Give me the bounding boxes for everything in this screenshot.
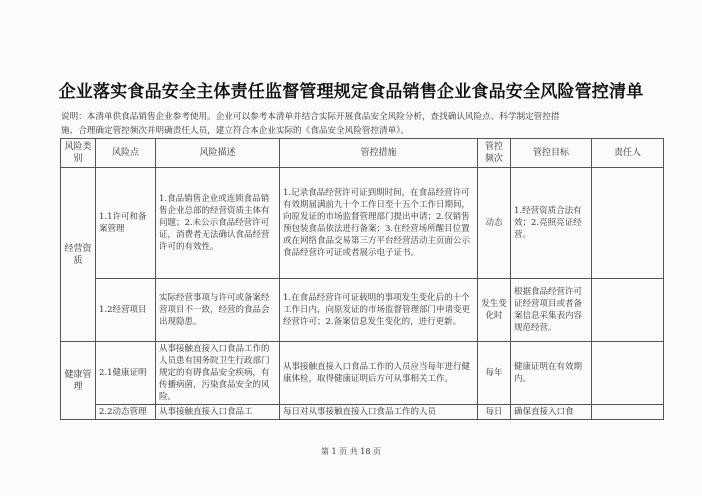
frequency-cell: 动态 (478, 168, 511, 279)
description-cell: 实际经营事项与许可或备案经营项目不一致，经营的食品会出现隐患。 (156, 279, 280, 342)
frequency-cell: 发生变化时 (478, 279, 511, 342)
table-row (61, 405, 664, 420)
description-line: 施、合理确定管控频次并明确责任人员，建立符合本企业实际的《食品安全风险管控清单》。 (61, 126, 410, 136)
point-cell: 1.2经营项目 (96, 279, 156, 342)
description-cell: 从事接触直接入口食品工作的人员患有国务院卫生行政部门规定的有碍食品安全疾病，有传播病菌，污染食品安全的风险。 (156, 342, 280, 405)
table-row (61, 342, 664, 405)
table-row (61, 168, 664, 279)
page-footer: 第 1 页 共 18 页 (321, 447, 381, 456)
measures-cell: 从事接触直接入口食品工作的人员应当每年进行健康体检，取得健康证明后方可从事相关工作。 (280, 342, 478, 405)
description (61, 110, 661, 138)
page-title: 企业落实食品安全主体责任监督管理规定食品销售企业食品安全风险管控清单 (58, 82, 644, 102)
measures-text: 每日对从事接触直接入口食品工作的人员 (283, 407, 437, 417)
header-goal: 管控目标 (511, 139, 592, 168)
point-cell: 1.1许可和备案管理 (96, 168, 156, 279)
measures-cell (280, 405, 478, 420)
goal-text: 确保直接入口食 (514, 407, 574, 417)
point-text: 2.2动态管理 (99, 407, 147, 417)
table-header-row (61, 139, 664, 168)
goal-cell: 健康证明在有效期内。 (511, 342, 592, 405)
measures-cell: 1.记录食品经营许可证到期时间，在食品经营许可有效期届满前九十个工作日至十五个工作日期间，向原发证的市场监督管理部门提出申请；2.仅销售预包装食品依法进行备案；3.在经营场所醒目位置或在网络食品交易第三方平台经营活动主页面公示食品经营许可证或者展示电子证书。 (280, 168, 478, 279)
point-cell (96, 405, 156, 420)
person-cell (592, 279, 664, 342)
goal-cell: 根据食品经营许可证经营项目或者备案信息采集表内容规范经营。 (511, 279, 592, 342)
header-description: 风险描述 (156, 139, 280, 168)
goal-cell: 1.经营资质合法有效；2.亮照亮证经营。 (511, 168, 592, 279)
person-cell (592, 342, 664, 405)
frequency-cell: 每年 (478, 342, 511, 405)
description-text: 从事接触直接入口食品工 (159, 407, 253, 417)
header-frequency: 管控频次 (478, 139, 511, 168)
header-person: 责任人 (592, 139, 664, 168)
category-cell: 健康管理 (61, 342, 96, 420)
risk-control-table (60, 138, 664, 420)
goal-cell (511, 405, 592, 420)
description-line: 说明：本清单供食品销售企业参考使用。企业可以参考本清单并结合实际开展食品安全风险分析，查找确认风险点、科学制定管控措 (61, 112, 560, 122)
measures-cell: 1.在食品经营许可证载明的事项发生变化后的十个工作日内，向原发证的市场监督管理部门申请变更经营许可；2.备案信息发生变化的，进行更新。 (280, 279, 478, 342)
frequency-text: 每日 (485, 407, 503, 417)
table-row (61, 279, 664, 342)
description-cell (156, 405, 280, 420)
point-cell: 2.1健康证明 (96, 342, 156, 405)
description-cell: 1.食品销售企业或连锁食品销售企业总部的经营资质主体有问题；2.未公示食品经营许可证，消费者无法确认食品经营许可的有效性。 (156, 168, 280, 279)
category-cell: 经营资质 (61, 168, 96, 342)
person-cell (592, 405, 664, 420)
header-measures: 管控措施 (280, 139, 478, 168)
header-point: 风险点 (96, 139, 156, 168)
header-category: 风险类别 (61, 139, 96, 168)
person-cell (592, 168, 664, 279)
frequency-cell (478, 405, 511, 420)
